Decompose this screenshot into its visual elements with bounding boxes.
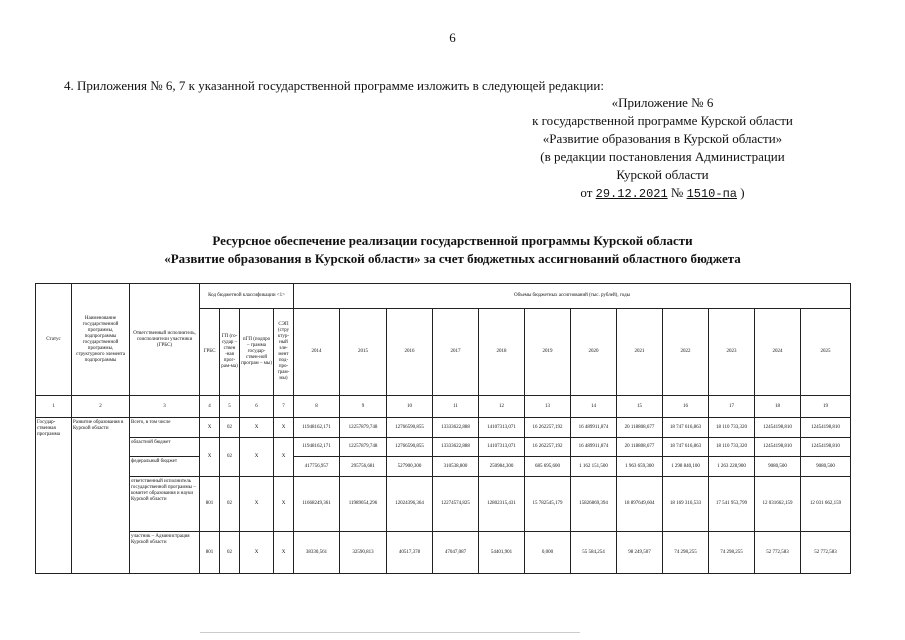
col-num: 14 bbox=[571, 396, 617, 418]
appendix-date-line bbox=[500, 184, 825, 203]
col-num: 16 bbox=[663, 396, 709, 418]
year-cell: 2024 bbox=[755, 309, 801, 396]
table-row bbox=[36, 457, 851, 477]
appendix-line-3: «Развитие образования в Курской области» bbox=[542, 131, 783, 146]
value-cell: 12766590,855 bbox=[387, 418, 433, 438]
value-cell: 12766590,855 bbox=[387, 438, 433, 457]
col-num: 10 bbox=[387, 396, 433, 418]
col-num: 7 bbox=[274, 396, 294, 418]
value-cell: 12454198,810 bbox=[801, 418, 851, 438]
value-cell: 18 169 316,533 bbox=[663, 477, 709, 532]
value-cell: 1 298 840,100 bbox=[663, 457, 709, 477]
col-num: 17 bbox=[709, 396, 755, 418]
header-status: Статус bbox=[36, 284, 72, 396]
value-cell: 11948162,171 bbox=[294, 438, 340, 457]
year-cell: 2020 bbox=[571, 309, 617, 396]
year-cell: 2022 bbox=[663, 309, 709, 396]
funding-table bbox=[35, 283, 851, 574]
page-bottom-edge bbox=[200, 632, 580, 639]
value-cell: 32590,813 bbox=[340, 532, 387, 574]
row-label: ответственный исполнитель государственной программы – комитет образования и науки Курской области bbox=[130, 477, 200, 532]
title-line-2: «Развитие образования в Курской области» за счет бюджетных ассигнований областного бюджета bbox=[164, 251, 741, 266]
gp-cell: 02 bbox=[220, 532, 240, 574]
appendix-line-4: (в редакции постановления Администрации bbox=[540, 149, 785, 164]
header-grbs: ГРБС bbox=[200, 309, 220, 396]
value-cell: 98 249,507 bbox=[617, 532, 663, 574]
table-row bbox=[36, 477, 851, 532]
value-cell: 295756,681 bbox=[340, 457, 387, 477]
value-cell: 13333622,888 bbox=[433, 418, 479, 438]
col-num: 5 bbox=[220, 396, 240, 418]
value-cell: 16 489911,874 bbox=[571, 418, 617, 438]
value-cell: 12257879,748 bbox=[340, 418, 387, 438]
date-prefix: от bbox=[580, 185, 593, 200]
pgp-cell: Х bbox=[240, 477, 274, 532]
col-num: 19 bbox=[801, 396, 851, 418]
value-cell: 12 031662,159 bbox=[755, 477, 801, 532]
sep-cell: Х bbox=[274, 477, 294, 532]
table-row bbox=[36, 438, 851, 457]
row-label: областной бюджет bbox=[130, 438, 200, 457]
value-cell: 16 262257,192 bbox=[525, 418, 571, 438]
sep-cell: Х bbox=[274, 418, 294, 438]
value-cell: 38330,561 bbox=[294, 532, 340, 574]
value-cell: 55 584,254 bbox=[571, 532, 617, 574]
value-cell: 12802315,431 bbox=[479, 477, 525, 532]
value-cell: 9080,500 bbox=[801, 457, 851, 477]
grbs-cell: Х bbox=[200, 438, 220, 477]
pgp-cell: Х bbox=[240, 532, 274, 574]
value-cell: 12454198,810 bbox=[755, 418, 801, 438]
col-num: 3 bbox=[130, 396, 200, 418]
value-cell: 20 118808,677 bbox=[617, 438, 663, 457]
value-cell: 52 772,583 bbox=[801, 532, 851, 574]
value-cell: 310538,800 bbox=[433, 457, 479, 477]
value-cell: 15826869,394 bbox=[571, 477, 617, 532]
value-cell: 12454198,810 bbox=[801, 438, 851, 457]
value-cell: 12274574,825 bbox=[433, 477, 479, 532]
value-cell: 417756,957 bbox=[294, 457, 340, 477]
status-cell: Государ-ственная программа bbox=[36, 418, 72, 574]
appendix-line-1: «Приложение № 6 bbox=[611, 95, 714, 110]
value-cell: 18 110 733,320 bbox=[709, 418, 755, 438]
value-cell: 18 110 733,320 bbox=[709, 438, 755, 457]
value-cell: 18 897649,604 bbox=[617, 477, 663, 532]
decree-date: 29.12.2021 bbox=[595, 187, 668, 201]
column-number-row bbox=[36, 396, 851, 418]
title-line-1: Ресурсное обеспечение реализации государственной программы Курской области bbox=[212, 233, 693, 248]
value-cell: 74 298,255 bbox=[709, 532, 755, 574]
value-cell: 527900,300 bbox=[387, 457, 433, 477]
col-num: 8 bbox=[294, 396, 340, 418]
appendix-header bbox=[500, 94, 825, 203]
value-cell: 11989054,296 bbox=[340, 477, 387, 532]
value-cell: 0,000 bbox=[525, 532, 571, 574]
pgp-cell: Х bbox=[240, 418, 274, 438]
value-cell: 1 162 151,500 bbox=[571, 457, 617, 477]
value-cell: 74 298,255 bbox=[663, 532, 709, 574]
pgp-cell: Х bbox=[240, 438, 274, 477]
col-num: 18 bbox=[755, 396, 801, 418]
col-num: 2 bbox=[72, 396, 130, 418]
col-num: 1 bbox=[36, 396, 72, 418]
gp-cell: 02 bbox=[220, 438, 240, 477]
page-number: 6 bbox=[449, 30, 456, 45]
year-cell: 2014 bbox=[294, 309, 340, 396]
intro-paragraph: 4. Приложения № 6, 7 к указанной государственной программе изложить в следующей редакции: bbox=[64, 78, 604, 93]
col-num: 12 bbox=[479, 396, 525, 418]
appendix-line-5: Курской области bbox=[616, 167, 709, 182]
value-cell: 18 747 616,863 bbox=[663, 418, 709, 438]
header-gp: ГП (го-судар – ствен -ная прог-рам-ма) bbox=[220, 309, 240, 396]
value-cell: 685 695,600 bbox=[525, 457, 571, 477]
value-cell: 11668249,361 bbox=[294, 477, 340, 532]
col-num: 13 bbox=[525, 396, 571, 418]
grbs-cell: Х bbox=[200, 418, 220, 438]
value-cell: 52 772,583 bbox=[755, 532, 801, 574]
appendix-line-2: к государственной программе Курской области bbox=[532, 113, 793, 128]
row-label: участник – Администрация Курской области bbox=[130, 532, 200, 574]
value-cell: 250984,300 bbox=[479, 457, 525, 477]
value-cell: 14107313,071 bbox=[479, 438, 525, 457]
year-cell: 2025 bbox=[801, 309, 851, 396]
value-cell: 12454198,810 bbox=[755, 438, 801, 457]
col-num: 4 bbox=[200, 396, 220, 418]
value-cell: 40517,378 bbox=[387, 532, 433, 574]
row-label: Всего, в том числе bbox=[130, 418, 200, 438]
header-pgp: пГП (подпро – грамма государ-ствен-ной програм – мы) bbox=[240, 309, 274, 396]
header-name: Наименование государственной программы, подпрограммы государственной программы, структурного элемента подпрограммы bbox=[72, 284, 130, 396]
header-code-group: Код бюджетной классификации <1> bbox=[200, 284, 294, 309]
value-cell: 20 118808,677 bbox=[617, 418, 663, 438]
number-sign: № bbox=[670, 185, 684, 200]
year-cell: 2023 bbox=[709, 309, 755, 396]
col-num: 11 bbox=[433, 396, 479, 418]
year-cell: 2019 bbox=[525, 309, 571, 396]
value-cell: 16 489911,874 bbox=[571, 438, 617, 457]
sep-cell: Х bbox=[274, 438, 294, 477]
decree-number: 1510-па bbox=[686, 187, 737, 201]
header-sep: СЭП (стру ктур-ный эле-мент под-про-грам-мы) bbox=[274, 309, 294, 396]
value-cell: 12 031 662,159 bbox=[801, 477, 851, 532]
col-num: 15 bbox=[617, 396, 663, 418]
document-title bbox=[0, 232, 905, 268]
header-executor: Ответственный исполнитель, соисполнители участники (ГРБС) bbox=[130, 284, 200, 396]
grbs-cell: 801 bbox=[200, 477, 220, 532]
col-num: 9 bbox=[340, 396, 387, 418]
year-cell: 2021 bbox=[617, 309, 663, 396]
value-cell: 14107313,071 bbox=[479, 418, 525, 438]
year-cell: 2015 bbox=[340, 309, 387, 396]
value-cell: 47047,087 bbox=[433, 532, 479, 574]
value-cell: 13333622,888 bbox=[433, 438, 479, 457]
sep-cell: Х bbox=[274, 532, 294, 574]
year-cell: 2018 bbox=[479, 309, 525, 396]
table-row bbox=[36, 418, 851, 438]
value-cell: 9080,500 bbox=[755, 457, 801, 477]
value-cell: 16 262257,192 bbox=[525, 438, 571, 457]
value-cell: 17 541 953,799 bbox=[709, 477, 755, 532]
year-cell: 2016 bbox=[387, 309, 433, 396]
close-paren: ) bbox=[740, 185, 745, 200]
row-label: федеральный бюджет bbox=[130, 457, 200, 477]
value-cell: 1 963 659,300 bbox=[617, 457, 663, 477]
value-cell: 15 782545,179 bbox=[525, 477, 571, 532]
value-cell: 54401,901 bbox=[479, 532, 525, 574]
year-cell: 2017 bbox=[433, 309, 479, 396]
value-cell: 12024396,364 bbox=[387, 477, 433, 532]
header-volume: Объемы бюджетных ассигнований (тыс. рублей), годы bbox=[294, 284, 851, 309]
value-cell: 12257879,748 bbox=[340, 438, 387, 457]
value-cell: 11948162,171 bbox=[294, 418, 340, 438]
grbs-cell: 801 bbox=[200, 532, 220, 574]
value-cell: 18 747 616,863 bbox=[663, 438, 709, 457]
table-row bbox=[36, 532, 851, 574]
value-cell: 1 263 228,900 bbox=[709, 457, 755, 477]
col-num: 6 bbox=[240, 396, 274, 418]
gp-cell: 02 bbox=[220, 477, 240, 532]
gp-cell: 02 bbox=[220, 418, 240, 438]
program-name-cell: Развитие образования в Курской области bbox=[72, 418, 130, 574]
